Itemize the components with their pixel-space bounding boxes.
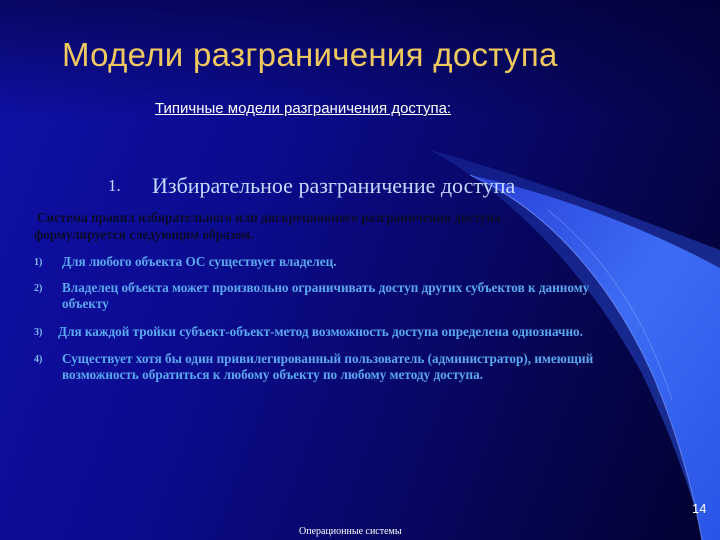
list-item [34, 324, 674, 342]
section-heading [108, 173, 515, 199]
intro-paragraph [34, 209, 614, 243]
list-item-line-2: возможность обратиться к любому объекту по любому методу доступа. [62, 367, 483, 382]
list-item-line-2: объекту [62, 296, 109, 311]
list-item-number: 4) [34, 354, 43, 365]
slide-title: Модели разграничения доступа [62, 36, 558, 73]
intro-line-1: Система правил избирательного или дискреционного разграничения доступа [37, 210, 501, 225]
list-item-text [58, 324, 583, 340]
list-item [34, 254, 634, 272]
list-item-line-1: Существует хотя бы один привилегированный пользователь (администратор), имеющий [62, 351, 594, 366]
list-item-number: 1) [34, 257, 43, 268]
list-item-line-1: Владелец объекта может произвольно ограничивать доступ других субъектов к данному [62, 280, 590, 295]
list-item-number: 2) [34, 283, 43, 294]
slide-subtitle: Типичные модели разграничения доступа: [155, 100, 452, 117]
footer-text: Операционные системы [299, 526, 402, 537]
section-number: 1. [108, 176, 121, 195]
list-item [34, 351, 674, 385]
list-item-text [62, 254, 337, 270]
list-item-text [62, 351, 593, 383]
intro-line-2: формулируется следующим образом. [34, 227, 254, 242]
list-item-line-1: Для каждой тройки субъект-объект-метод возможность доступа определена однозначно. [58, 324, 583, 339]
list-item-line-1: Для любого объекта ОС существует владелец. [62, 254, 337, 269]
section-heading-text: Избирательное разграничение доступа [152, 173, 516, 198]
list-item-text [62, 280, 589, 312]
list-item [34, 280, 674, 314]
page-number: 14 [692, 501, 707, 516]
list-item-number: 3) [34, 327, 43, 338]
